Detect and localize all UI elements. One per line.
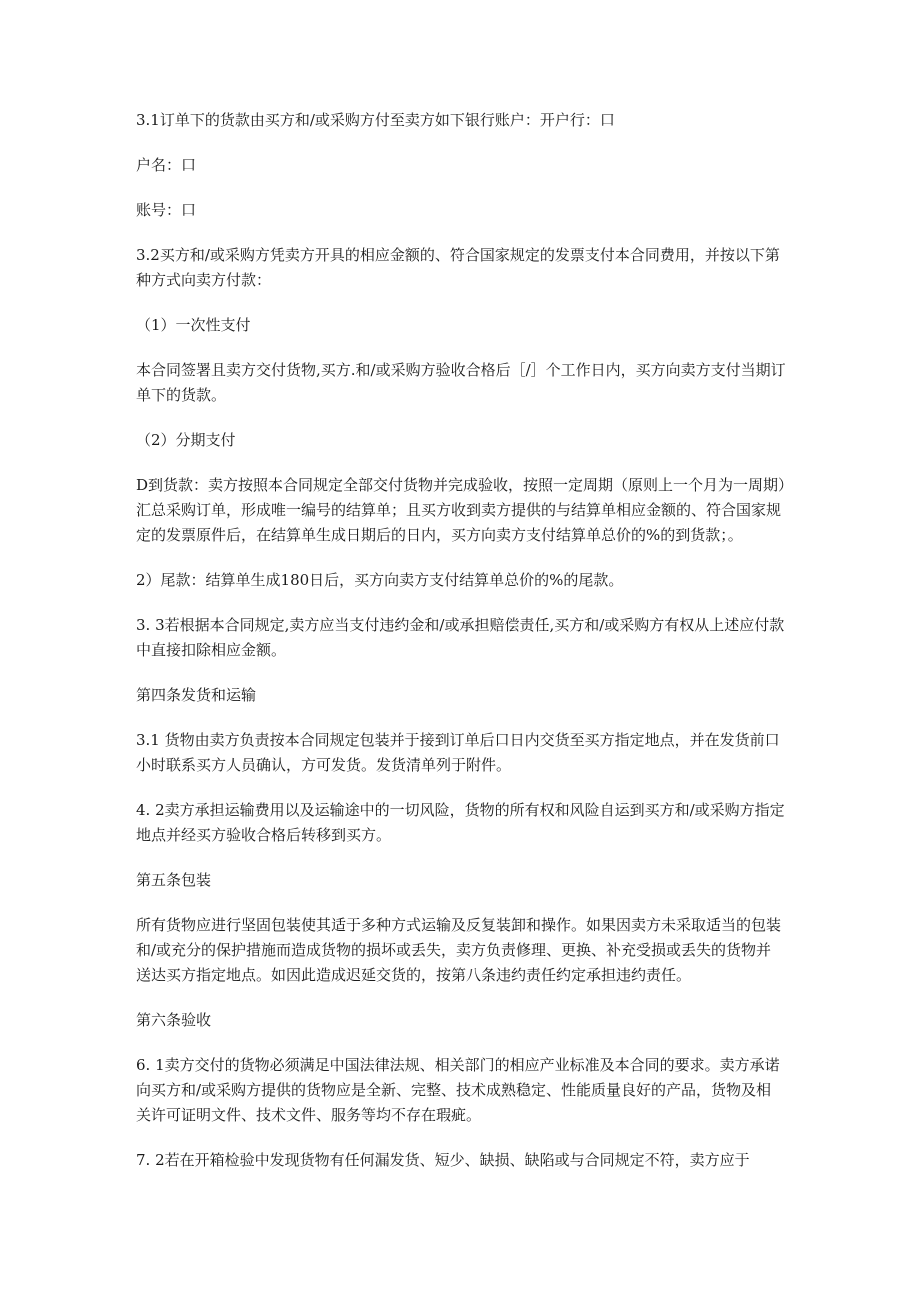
clause-4-2-transport-risk: 4. 2卖方承担运输费用以及运输途中的一切风险，货物的所有权和风险自运到买方和/或采购方指定地点并经买方验收合格后转移到买方。: [136, 801, 785, 844]
arrival-payment-detail: D到货款：卖方按照本合同规定全部交付货物并完成验收，按照一定周期（原则上一个月为一周期）汇总采购订单，形成唯一编号的结算单；且买方收到卖方提供的与结算单相应金额的、符合国家规定的发票原件后，在结算单生成日期后的日内，买方向卖方支付结算单总价的%的到货款；。: [136, 476, 786, 544]
clause-3-3-deduction: 3. 3若根据本合同规定,卖方应当支付违约金和/或承担赔偿责任,买方和/或采购方有权从上述应付款中直接扣除相应金额。: [136, 616, 785, 659]
clause-3-1-bank-account: 3.1订单下的货款由买方和/或采购方付至卖方如下银行账户：开户行：口: [136, 111, 615, 129]
option-1-lump-sum: （1）一次性支付: [136, 316, 251, 334]
lump-sum-detail: 本合同签署且卖方交付货物,买方.和/或采购方验收合格后［/］个工作日内，买方向卖方支付当期订单下的货款。: [136, 361, 786, 404]
clause-6-1-quality: 6. 1卖方交付的货物必须满足中国法律法规、相关部门的相应产业标准及本合同的要求。卖方承诺向买方和/或采购方提供的货物应是全新、完整、技术成熟稳定、性能质量良好的产品，货物及相关许可证明文件、技术文件、服务等均不存在瑕疵。: [136, 1056, 780, 1124]
option-2-installments: （2）分期支付: [136, 431, 236, 449]
section-heading-article-5: 第五条包装: [136, 871, 212, 889]
section-heading-article-6: 第六条验收: [136, 1011, 212, 1029]
packaging-clause: 所有货物应进行坚固包装使其适于多种方式运输及反复装卸和操作。如果因卖方未采取适当的包装和/或充分的保护措施而造成货物的损坏或丢失，卖方负责修理、更换、补充受损或丢失的货物并送达买方指定地点。如因此造成迟延交货的，按第八条违约责任约定承担违约责任。: [136, 916, 782, 984]
clause-4-1-delivery: 3.1 货物由卖方负责按本合同规定包装并于接到订单后口日内交货至买方指定地点，并在发货前口小时联系买方人员确认，方可发货。发货清单列于附件。: [136, 731, 780, 774]
clause-3-2-payment-method: 3.2买方和/或采购方凭卖方开具的相应金额的、符合国家规定的发票支付本合同费用，并按以下第种方式向卖方付款：: [136, 246, 780, 289]
clause-7-2-inspection: 7. 2若在开箱检验中发现货物有任何漏发货、短少、缺损、缺陷或与合同规定不符，卖方应于: [136, 1151, 750, 1169]
final-payment-detail: 2）尾款：结算单生成180日后，买方向卖方支付结算单总价的%的尾款。: [136, 571, 624, 589]
document-page: [136, 108, 786, 1193]
account-number-line: 账号：口: [136, 201, 197, 219]
account-name-line: 户名：口: [136, 156, 197, 174]
section-heading-article-4: 第四条发货和运输: [136, 686, 257, 704]
